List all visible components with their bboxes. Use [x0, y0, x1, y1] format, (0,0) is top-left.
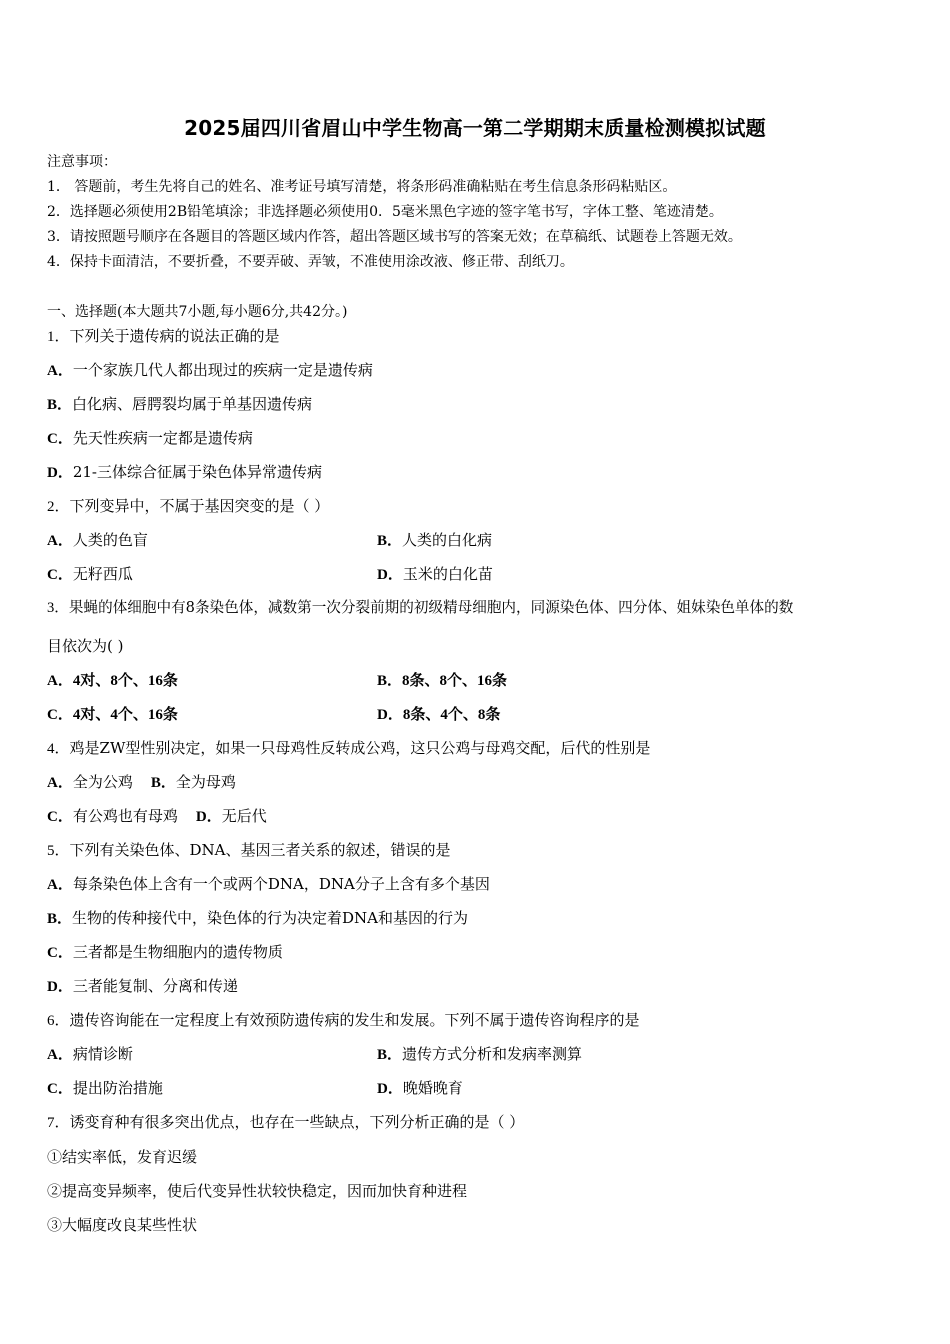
option-c [47, 428, 253, 449]
option-a [47, 530, 148, 551]
option-text: 白化病、唇腭裂均属于单基因遗传病 [72, 395, 313, 413]
option-text: 人类的色盲 [72, 531, 148, 549]
option-label: C． [47, 707, 73, 723]
option-label: D． [47, 465, 73, 481]
option-text: 无后代 [221, 807, 267, 825]
option-text: 无籽西瓜 [72, 565, 133, 583]
option-a [47, 360, 373, 381]
question-text: 诱变育种有很多突出优点，也存在一些缺点，下列分析正确的是（ ） [69, 1113, 525, 1131]
question-number: 2． [47, 499, 70, 515]
option-b [47, 394, 312, 415]
option-label: A． [47, 775, 73, 791]
option-d [377, 704, 500, 725]
option-c [47, 1078, 163, 1099]
option-label: B． [150, 775, 176, 791]
option-label: D． [377, 707, 403, 723]
option-label: A． [47, 363, 73, 379]
option-text: 21-三体综合征属于染色体异常遗传病 [72, 463, 323, 481]
question-number: 1． [47, 329, 70, 345]
question-number: 3． [47, 600, 69, 616]
option-label: D． [47, 979, 73, 995]
option-text: 玉米的白化苗 [402, 565, 493, 583]
question-text: 鸡是ZW型性别决定，如果一只母鸡性反转成公鸡，这只公鸡与母鸡交配，后代的性别是 [69, 739, 651, 757]
option-text: 三者能复制、分离和传递 [72, 977, 238, 995]
option-text: 人类的白化病 [402, 531, 493, 549]
question-number: 7． [47, 1115, 70, 1131]
option-c [47, 704, 178, 725]
option-text: 4对、4个、16条 [72, 707, 178, 723]
question-text: 果蝇的体细胞中有8条染色体，减数第一次分裂前期的初级精母细胞内，同源染色体、四分体、姐妹染色单体的数 [68, 599, 794, 616]
question-stem [47, 738, 650, 759]
option-text: 先天性疾病一定都是遗传病 [72, 429, 253, 447]
option-text: 生物的传种接代中，染色体的行为决定着DNA和基因的行为 [72, 909, 469, 927]
option-label: C． [47, 809, 73, 825]
option-text: 全为母鸡 [175, 773, 236, 791]
option-text: 4对、8个、16条 [72, 673, 178, 689]
option-label: B． [377, 673, 403, 689]
option-label: C． [47, 431, 73, 447]
option-c [47, 942, 283, 963]
option-b [47, 908, 468, 929]
question-stem [47, 598, 793, 618]
option-text: 病情诊断 [72, 1045, 133, 1063]
option-text: 有公鸡也有母鸡 [72, 807, 178, 825]
list-item: ③大幅度改良某些性状 [47, 1216, 198, 1234]
option-text: 8条、8个、16条 [402, 673, 508, 689]
option-text: 8条、4个、8条 [402, 707, 501, 723]
question-number: 6． [47, 1013, 70, 1029]
question-stem [47, 840, 451, 861]
option-label: B． [377, 533, 403, 549]
option-d [47, 976, 238, 997]
option-a [47, 1044, 133, 1065]
option-label: B． [47, 397, 73, 413]
list-item: ②提高变异频率，使后代变异性状较快稳定，因而加快育种进程 [47, 1182, 468, 1200]
question-stem-continued: 目依次为( ) [47, 637, 124, 655]
option-row [47, 806, 267, 827]
option-label: A． [47, 673, 73, 689]
option-label: B． [377, 1047, 403, 1063]
list-item: ①结实率低，发育迟缓 [47, 1148, 198, 1166]
notice-heading: 注意事项： [47, 154, 117, 170]
option-d [377, 1078, 463, 1099]
question-text: 下列关于遗传病的说法正确的是 [69, 327, 280, 345]
option-text: 提出防治措施 [72, 1079, 163, 1097]
option-b [377, 530, 492, 551]
option-label: D． [377, 1081, 403, 1097]
option-label: A． [47, 1047, 73, 1063]
option-d [47, 462, 322, 483]
page-title: 2025届四川省眉山中学生物高一第二学期期末质量检测模拟试题 [184, 116, 766, 140]
option-label: D． [377, 567, 403, 583]
section-heading: 一、选择题(本大题共7小题,每小题6分,共42分。) [47, 304, 348, 320]
notice-item: 2．选择题必须使用2B铅笔填涂；非选择题必须使用0．5毫米黑色字迹的签字笔书写，字体工整、笔迹清楚。 [47, 204, 723, 220]
option-d [377, 564, 493, 585]
question-number: 4． [47, 741, 70, 757]
option-label: B． [47, 911, 73, 927]
notice-item: 1． 答题前，考生先将自己的姓名、准考证号填写清楚，将条形码准确粘贴在考生信息条形码粘贴区。 [47, 179, 677, 195]
notice-item: 4．保持卡面清洁，不要折叠，不要弄破、弄皱，不准使用涂改液、修正带、刮纸刀。 [47, 254, 574, 270]
notice-item: 3．请按照题号顺序在各题目的答题区域内作答，超出答题区域书写的答案无效；在草稿纸、试题卷上答题无效。 [47, 229, 742, 245]
option-text: 一个家族几代人都出现过的疾病一定是遗传病 [72, 361, 373, 379]
question-stem [47, 1010, 640, 1031]
option-label: C． [47, 567, 73, 583]
question-number: 5． [47, 843, 70, 859]
question-stem [47, 496, 329, 517]
question-text: 遗传咨询能在一定程度上有效预防遗传病的发生和发展。下列不属于遗传咨询程序的是 [69, 1011, 640, 1029]
option-b [377, 1044, 582, 1065]
option-a [47, 874, 490, 895]
question-text: 下列变异中，不属于基因突变的是（ ） [69, 497, 330, 515]
option-row [47, 772, 236, 793]
question-stem [47, 326, 280, 347]
option-b [377, 670, 507, 691]
option-text: 三者都是生物细胞内的遗传物质 [72, 943, 283, 961]
option-label: C． [47, 1081, 73, 1097]
question-text: 下列有关染色体、DNA、基因三者关系的叙述，错误的是 [69, 841, 451, 859]
option-label: C． [47, 945, 73, 961]
option-text: 全为公鸡 [72, 773, 133, 791]
question-stem [47, 1112, 524, 1133]
option-a [47, 670, 178, 691]
option-text: 晚婚晚育 [402, 1079, 463, 1097]
option-label: A． [47, 877, 73, 893]
option-text: 每条染色体上含有一个或两个DNA，DNA分子上含有多个基因 [72, 875, 490, 893]
option-c [47, 564, 133, 585]
option-label: D． [195, 809, 222, 825]
option-text: 遗传方式分析和发病率测算 [402, 1045, 583, 1063]
option-label: A． [47, 533, 73, 549]
